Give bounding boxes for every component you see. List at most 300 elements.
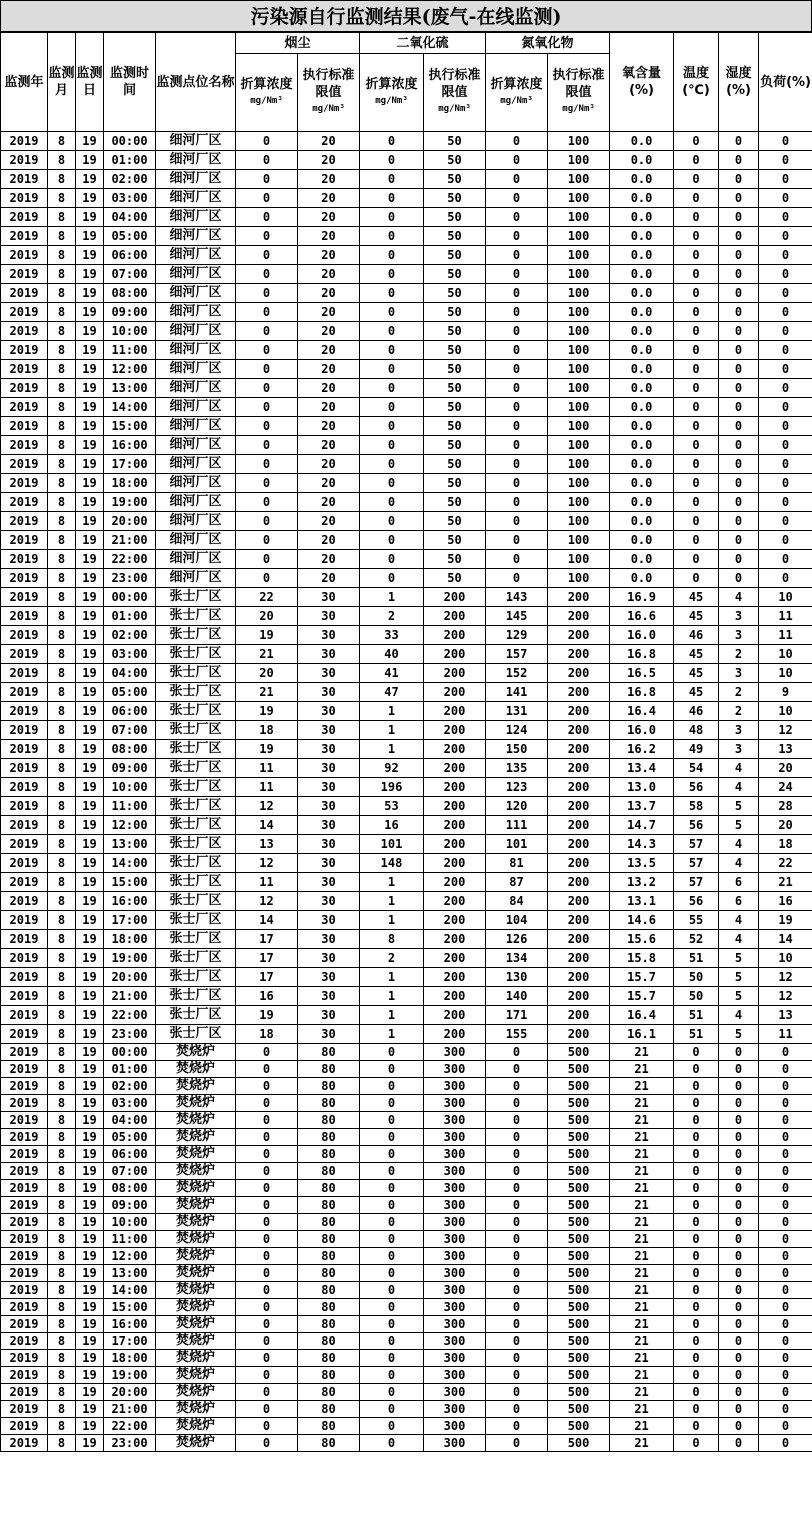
- cell-month: 8: [48, 1163, 76, 1180]
- cell-day: 19: [76, 246, 104, 265]
- cell-nox-limit: 200: [548, 987, 610, 1006]
- cell-oxygen: 15.7: [610, 987, 674, 1006]
- cell-nox-conc: 87: [486, 873, 548, 892]
- cell-year: 2019: [1, 911, 48, 930]
- cell-temperature: 50: [674, 968, 719, 987]
- cell-humidity: 0: [719, 132, 759, 151]
- cell-nox-limit: 100: [548, 189, 610, 208]
- cell-time: 05:00: [104, 1129, 156, 1146]
- cell-month: 8: [48, 987, 76, 1006]
- cell-so2-conc: 0: [360, 208, 424, 227]
- cell-dust-conc: 0: [236, 512, 298, 531]
- cell-time: 06:00: [104, 246, 156, 265]
- cell-month: 8: [48, 702, 76, 721]
- cell-nox-conc: 0: [486, 398, 548, 417]
- cell-oxygen: 16.1: [610, 1025, 674, 1044]
- cell-oxygen: 21: [610, 1197, 674, 1214]
- cell-day: 19: [76, 1316, 104, 1333]
- cell-month: 8: [48, 417, 76, 436]
- cell-site: 细河厂区: [156, 360, 236, 379]
- cell-dust-conc: 0: [236, 436, 298, 455]
- cell-humidity: 6: [719, 873, 759, 892]
- cell-load: 0: [759, 436, 812, 455]
- cell-year: 2019: [1, 512, 48, 531]
- cell-year: 2019: [1, 455, 48, 474]
- cell-so2-limit: 50: [424, 322, 486, 341]
- cell-temperature: 0: [674, 398, 719, 417]
- cell-temperature: 54: [674, 759, 719, 778]
- cell-year: 2019: [1, 1078, 48, 1095]
- cell-day: 19: [76, 512, 104, 531]
- cell-humidity: 0: [719, 398, 759, 417]
- cell-so2-limit: 50: [424, 208, 486, 227]
- cell-site: 细河厂区: [156, 569, 236, 588]
- cell-nox-limit: 100: [548, 493, 610, 512]
- cell-oxygen: 0.0: [610, 436, 674, 455]
- cell-month: 8: [48, 835, 76, 854]
- cell-dust-conc: 0: [236, 360, 298, 379]
- cell-dust-conc: 13: [236, 835, 298, 854]
- cell-time: 15:00: [104, 873, 156, 892]
- cell-dust-conc: 0: [236, 1078, 298, 1095]
- cell-dust-limit: 80: [298, 1044, 360, 1061]
- cell-time: 10:00: [104, 322, 156, 341]
- cell-oxygen: 21: [610, 1299, 674, 1316]
- cell-site: 细河厂区: [156, 151, 236, 170]
- cell-nox-limit: 200: [548, 1025, 610, 1044]
- cell-temperature: 45: [674, 664, 719, 683]
- table-row: [1, 341, 812, 360]
- cell-day: 19: [76, 151, 104, 170]
- cell-nox-conc: 0: [486, 227, 548, 246]
- cell-oxygen: 21: [610, 1248, 674, 1265]
- table-row: [1, 265, 812, 284]
- cell-day: 19: [76, 1401, 104, 1418]
- cell-time: 08:00: [104, 1180, 156, 1197]
- cell-oxygen: 15.6: [610, 930, 674, 949]
- cell-day: 19: [76, 1350, 104, 1367]
- cell-nox-limit: 100: [548, 436, 610, 455]
- table-row: [1, 1299, 812, 1316]
- cell-site: 焚烧炉: [156, 1044, 236, 1061]
- cell-dust-limit: 20: [298, 170, 360, 189]
- cell-time: 03:00: [104, 1095, 156, 1112]
- cell-nox-conc: 0: [486, 1146, 548, 1163]
- cell-month: 8: [48, 512, 76, 531]
- cell-site: 细河厂区: [156, 132, 236, 151]
- cell-month: 8: [48, 740, 76, 759]
- cell-year: 2019: [1, 740, 48, 759]
- cell-nox-limit: 200: [548, 778, 610, 797]
- cell-so2-conc: 148: [360, 854, 424, 873]
- cell-month: 8: [48, 721, 76, 740]
- cell-nox-limit: 500: [548, 1248, 610, 1265]
- cell-oxygen: 0.0: [610, 360, 674, 379]
- cell-day: 19: [76, 360, 104, 379]
- cell-temperature: 0: [674, 265, 719, 284]
- cell-nox-conc: 0: [486, 455, 548, 474]
- cell-site: 焚烧炉: [156, 1197, 236, 1214]
- cell-oxygen: 16.6: [610, 607, 674, 626]
- cell-time: 09:00: [104, 303, 156, 322]
- cell-year: 2019: [1, 626, 48, 645]
- cell-oxygen: 0.0: [610, 170, 674, 189]
- cell-month: 8: [48, 759, 76, 778]
- cell-day: 19: [76, 816, 104, 835]
- cell-temperature: 56: [674, 816, 719, 835]
- cell-so2-limit: 300: [424, 1282, 486, 1299]
- table-row: [1, 816, 812, 835]
- table-row: [1, 531, 812, 550]
- cell-load: 0: [759, 1061, 812, 1078]
- cell-temperature: 0: [674, 1231, 719, 1248]
- cell-year: 2019: [1, 151, 48, 170]
- cell-year: 2019: [1, 816, 48, 835]
- cell-nox-limit: 500: [548, 1180, 610, 1197]
- table-row: [1, 797, 812, 816]
- cell-temperature: 0: [674, 550, 719, 569]
- cell-nox-conc: 0: [486, 284, 548, 303]
- cell-so2-conc: 0: [360, 227, 424, 246]
- cell-dust-limit: 80: [298, 1265, 360, 1282]
- cell-dust-conc: 12: [236, 892, 298, 911]
- header-unit: mg/Nm³: [312, 104, 345, 114]
- cell-year: 2019: [1, 930, 48, 949]
- cell-dust-conc: 22: [236, 588, 298, 607]
- table-row: [1, 1146, 812, 1163]
- cell-dust-conc: 0: [236, 1333, 298, 1350]
- cell-year: 2019: [1, 303, 48, 322]
- cell-nox-conc: 0: [486, 208, 548, 227]
- cell-month: 8: [48, 341, 76, 360]
- cell-dust-conc: 0: [236, 189, 298, 208]
- cell-nox-conc: 0: [486, 1112, 548, 1129]
- cell-humidity: 5: [719, 987, 759, 1006]
- cell-oxygen: 21: [610, 1129, 674, 1146]
- cell-day: 19: [76, 322, 104, 341]
- cell-time: 18:00: [104, 474, 156, 493]
- cell-dust-limit: 30: [298, 892, 360, 911]
- cell-dust-limit: 80: [298, 1350, 360, 1367]
- cell-so2-limit: 200: [424, 664, 486, 683]
- table-row: [1, 246, 812, 265]
- cell-dust-limit: 30: [298, 1025, 360, 1044]
- cell-humidity: 0: [719, 1350, 759, 1367]
- cell-oxygen: 0.0: [610, 569, 674, 588]
- cell-time: 14:00: [104, 1282, 156, 1299]
- cell-load: 0: [759, 1214, 812, 1231]
- cell-nox-conc: 0: [486, 379, 548, 398]
- cell-month: 8: [48, 1112, 76, 1129]
- cell-so2-conc: 0: [360, 170, 424, 189]
- table-row: [1, 227, 812, 246]
- cell-month: 8: [48, 151, 76, 170]
- cell-so2-conc: 0: [360, 1265, 424, 1282]
- cell-load: 0: [759, 550, 812, 569]
- cell-so2-limit: 300: [424, 1350, 486, 1367]
- cell-temperature: 0: [674, 1061, 719, 1078]
- cell-month: 8: [48, 455, 76, 474]
- cell-time: 03:00: [104, 645, 156, 664]
- cell-site: 张士厂区: [156, 873, 236, 892]
- cell-nox-limit: 100: [548, 379, 610, 398]
- table-row: [1, 1384, 812, 1401]
- cell-so2-conc: 1: [360, 968, 424, 987]
- cell-day: 19: [76, 1214, 104, 1231]
- cell-oxygen: 0.0: [610, 512, 674, 531]
- cell-dust-limit: 80: [298, 1418, 360, 1435]
- cell-nox-limit: 100: [548, 550, 610, 569]
- header-conc-label: 折算浓度: [490, 76, 543, 92]
- cell-nox-conc: 0: [486, 1316, 548, 1333]
- cell-temperature: 0: [674, 1265, 719, 1282]
- cell-nox-conc: 141: [486, 683, 548, 702]
- cell-time: 01:00: [104, 607, 156, 626]
- cell-so2-limit: 50: [424, 436, 486, 455]
- cell-temperature: 0: [674, 1299, 719, 1316]
- cell-load: 0: [759, 360, 812, 379]
- cell-dust-limit: 80: [298, 1316, 360, 1333]
- cell-nox-limit: 500: [548, 1418, 610, 1435]
- cell-day: 19: [76, 1299, 104, 1316]
- cell-nox-conc: 0: [486, 322, 548, 341]
- cell-year: 2019: [1, 1350, 48, 1367]
- cell-so2-limit: 50: [424, 360, 486, 379]
- cell-load: 0: [759, 1044, 812, 1061]
- cell-time: 00:00: [104, 588, 156, 607]
- cell-temperature: 0: [674, 1350, 719, 1367]
- cell-dust-conc: 11: [236, 759, 298, 778]
- cell-site: 张士厂区: [156, 835, 236, 854]
- header-so2-limit: [424, 54, 486, 132]
- cell-temperature: 0: [674, 322, 719, 341]
- cell-oxygen: 21: [610, 1401, 674, 1418]
- cell-nox-conc: 0: [486, 436, 548, 455]
- cell-dust-limit: 30: [298, 873, 360, 892]
- cell-nox-limit: 500: [548, 1163, 610, 1180]
- cell-dust-limit: 80: [298, 1231, 360, 1248]
- cell-so2-conc: 0: [360, 1299, 424, 1316]
- cell-oxygen: 13.7: [610, 797, 674, 816]
- cell-site: 张士厂区: [156, 911, 236, 930]
- cell-dust-limit: 30: [298, 778, 360, 797]
- cell-nox-conc: 0: [486, 1435, 548, 1452]
- cell-year: 2019: [1, 1333, 48, 1350]
- cell-year: 2019: [1, 1418, 48, 1435]
- cell-month: 8: [48, 569, 76, 588]
- header-nox-limit: [548, 54, 610, 132]
- cell-site: 细河厂区: [156, 550, 236, 569]
- cell-year: 2019: [1, 550, 48, 569]
- cell-time: 17:00: [104, 1333, 156, 1350]
- monitoring-table: [0, 32, 812, 1452]
- cell-so2-conc: 0: [360, 1384, 424, 1401]
- cell-site: 细河厂区: [156, 455, 236, 474]
- cell-load: 20: [759, 759, 812, 778]
- cell-site: 细河厂区: [156, 436, 236, 455]
- cell-humidity: 2: [719, 683, 759, 702]
- cell-day: 19: [76, 1044, 104, 1061]
- cell-time: 01:00: [104, 151, 156, 170]
- cell-time: 13:00: [104, 835, 156, 854]
- cell-site: 张士厂区: [156, 702, 236, 721]
- cell-nox-limit: 100: [548, 151, 610, 170]
- cell-oxygen: 0.0: [610, 379, 674, 398]
- cell-year: 2019: [1, 1044, 48, 1061]
- cell-so2-limit: 300: [424, 1214, 486, 1231]
- cell-day: 19: [76, 170, 104, 189]
- cell-year: 2019: [1, 170, 48, 189]
- cell-temperature: 0: [674, 1367, 719, 1384]
- cell-nox-limit: 200: [548, 911, 610, 930]
- cell-so2-limit: 50: [424, 189, 486, 208]
- cell-so2-limit: 200: [424, 854, 486, 873]
- cell-humidity: 0: [719, 1282, 759, 1299]
- cell-temperature: 45: [674, 645, 719, 664]
- cell-temperature: 51: [674, 949, 719, 968]
- cell-load: 10: [759, 588, 812, 607]
- table-row: [1, 1214, 812, 1231]
- cell-dust-limit: 30: [298, 759, 360, 778]
- cell-so2-conc: 0: [360, 1095, 424, 1112]
- cell-year: 2019: [1, 341, 48, 360]
- cell-day: 19: [76, 436, 104, 455]
- cell-time: 14:00: [104, 398, 156, 417]
- cell-nox-conc: 0: [486, 550, 548, 569]
- cell-dust-limit: 20: [298, 569, 360, 588]
- cell-dust-conc: 0: [236, 1384, 298, 1401]
- cell-day: 19: [76, 379, 104, 398]
- cell-humidity: 3: [719, 740, 759, 759]
- cell-temperature: 0: [674, 1401, 719, 1418]
- cell-month: 8: [48, 1146, 76, 1163]
- table-row: [1, 1435, 812, 1452]
- cell-month: 8: [48, 1265, 76, 1282]
- table-row: [1, 1197, 812, 1214]
- cell-month: 8: [48, 1214, 76, 1231]
- table-row: [1, 949, 812, 968]
- cell-nox-limit: 200: [548, 607, 610, 626]
- cell-humidity: 0: [719, 493, 759, 512]
- cell-temperature: 0: [674, 569, 719, 588]
- cell-load: 0: [759, 151, 812, 170]
- cell-dust-conc: 0: [236, 569, 298, 588]
- cell-oxygen: 0.0: [610, 341, 674, 360]
- cell-dust-limit: 30: [298, 683, 360, 702]
- cell-dust-conc: 21: [236, 645, 298, 664]
- cell-temperature: 0: [674, 1180, 719, 1197]
- cell-year: 2019: [1, 1316, 48, 1333]
- cell-site: 焚烧炉: [156, 1401, 236, 1418]
- cell-day: 19: [76, 1384, 104, 1401]
- cell-so2-limit: 50: [424, 493, 486, 512]
- cell-oxygen: 21: [610, 1078, 674, 1095]
- cell-temperature: 0: [674, 151, 719, 170]
- cell-dust-conc: 0: [236, 1197, 298, 1214]
- cell-time: 20:00: [104, 968, 156, 987]
- cell-dust-limit: 30: [298, 797, 360, 816]
- cell-so2-conc: 1: [360, 1025, 424, 1044]
- cell-nox-limit: 100: [548, 360, 610, 379]
- cell-site: 焚烧炉: [156, 1214, 236, 1231]
- cell-nox-conc: 0: [486, 493, 548, 512]
- cell-nox-conc: 0: [486, 1401, 548, 1418]
- cell-nox-conc: 157: [486, 645, 548, 664]
- cell-month: 8: [48, 227, 76, 246]
- header-month: 监测月: [48, 33, 76, 132]
- cell-load: 0: [759, 474, 812, 493]
- cell-month: 8: [48, 1197, 76, 1214]
- table-row: [1, 512, 812, 531]
- cell-year: 2019: [1, 949, 48, 968]
- cell-year: 2019: [1, 1095, 48, 1112]
- cell-temperature: 0: [674, 1197, 719, 1214]
- cell-so2-conc: 41: [360, 664, 424, 683]
- cell-humidity: 0: [719, 151, 759, 170]
- cell-dust-conc: 0: [236, 322, 298, 341]
- cell-humidity: 0: [719, 1367, 759, 1384]
- cell-day: 19: [76, 303, 104, 322]
- cell-nox-conc: 0: [486, 132, 548, 151]
- cell-month: 8: [48, 436, 76, 455]
- cell-time: 01:00: [104, 1061, 156, 1078]
- cell-so2-conc: 0: [360, 360, 424, 379]
- cell-humidity: 3: [719, 721, 759, 740]
- cell-month: 8: [48, 911, 76, 930]
- cell-nox-limit: 100: [548, 132, 610, 151]
- cell-oxygen: 0.0: [610, 246, 674, 265]
- cell-load: 0: [759, 1367, 812, 1384]
- cell-dust-limit: 80: [298, 1129, 360, 1146]
- cell-time: 15:00: [104, 1299, 156, 1316]
- cell-humidity: 0: [719, 1248, 759, 1265]
- cell-nox-conc: 81: [486, 854, 548, 873]
- cell-nox-limit: 500: [548, 1367, 610, 1384]
- cell-dust-conc: 12: [236, 854, 298, 873]
- cell-oxygen: 0.0: [610, 189, 674, 208]
- cell-site: 细河厂区: [156, 398, 236, 417]
- cell-time: 19:00: [104, 493, 156, 512]
- cell-dust-conc: 0: [236, 151, 298, 170]
- cell-so2-conc: 8: [360, 930, 424, 949]
- cell-humidity: 0: [719, 417, 759, 436]
- cell-temperature: 55: [674, 911, 719, 930]
- table-row: [1, 284, 812, 303]
- cell-so2-conc: 0: [360, 1367, 424, 1384]
- cell-time: 04:00: [104, 1112, 156, 1129]
- cell-load: 14: [759, 930, 812, 949]
- cell-month: 8: [48, 683, 76, 702]
- cell-so2-limit: 200: [424, 588, 486, 607]
- table-row: [1, 740, 812, 759]
- cell-month: 8: [48, 132, 76, 151]
- cell-nox-conc: 0: [486, 189, 548, 208]
- cell-site: 张士厂区: [156, 1006, 236, 1025]
- cell-nox-conc: 123: [486, 778, 548, 797]
- cell-dust-limit: 80: [298, 1197, 360, 1214]
- cell-nox-conc: 130: [486, 968, 548, 987]
- cell-nox-limit: 100: [548, 246, 610, 265]
- cell-oxygen: 13.4: [610, 759, 674, 778]
- cell-day: 19: [76, 1078, 104, 1095]
- cell-dust-limit: 20: [298, 246, 360, 265]
- cell-dust-limit: 20: [298, 341, 360, 360]
- cell-oxygen: 21: [610, 1146, 674, 1163]
- cell-year: 2019: [1, 398, 48, 417]
- cell-humidity: 4: [719, 1006, 759, 1025]
- cell-site: 焚烧炉: [156, 1299, 236, 1316]
- cell-humidity: 0: [719, 341, 759, 360]
